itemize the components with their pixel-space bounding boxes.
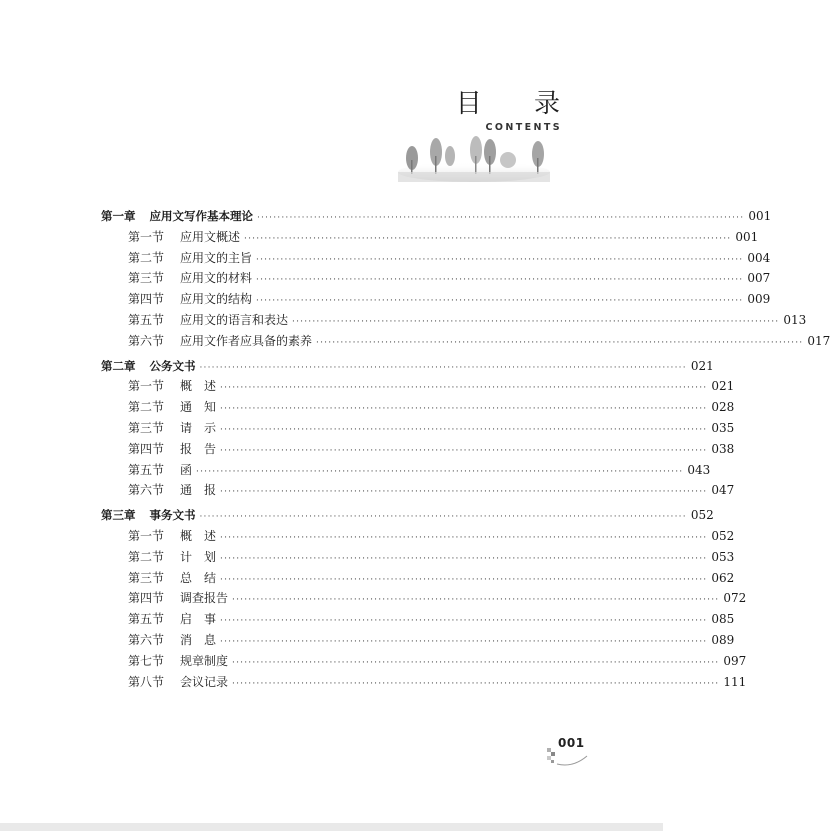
tree-landscape-illustration [398,128,550,182]
section-title: 应用文作者应具备的素养 [180,333,313,348]
page-bottom-band [0,823,663,831]
section-number: 第一节 [128,528,165,543]
toc-section-row[interactable] [101,227,759,248]
toc-section-row[interactable] [101,526,735,547]
page-ref: 085 [711,612,735,627]
dot-leader: ························································································································ [232,657,720,668]
toc-section-row[interactable] [101,568,735,589]
page-ref: 021 [690,358,714,373]
section-number: 第四节 [128,591,165,606]
page-ref: 013 [783,312,807,327]
section-number: 第五节 [128,312,165,327]
section-title: 应用文的语言和表达 [180,312,289,327]
dot-leader: ························································································································ [220,404,708,415]
page-ref: 052 [711,528,735,543]
section-title: 调查报告 [180,591,229,606]
page-ref: 038 [711,441,735,456]
toc-section-row[interactable] [101,418,735,439]
section-number: 第五节 [128,612,165,627]
dot-leader: ························································································································ [220,553,708,564]
section-title: 计 划 [180,549,217,564]
toc-section-row[interactable] [101,439,735,460]
section-number: 第五节 [128,462,165,477]
page-ref: 028 [711,400,735,415]
section-title: 应用文的结构 [180,292,253,307]
section-title: 请 示 [180,420,217,435]
dot-leader: ························································································································ [232,595,720,606]
page-title: 目 录 [455,89,582,119]
page-ref: 001 [735,229,759,244]
section-title: 规章制度 [180,653,229,668]
section-number: 第三节 [128,420,165,435]
dot-leader: ························································································································ [220,487,708,498]
dot-leader: ························································································································ [220,532,708,543]
dot-leader: ························································································································ [220,574,708,585]
section-title: 总 结 [180,570,217,585]
toc-section-row[interactable] [101,480,735,501]
section-number: 第一节 [128,379,165,394]
chapter-title: 事务文书 [149,508,196,523]
page-subtitle: CONTENTS [485,122,562,133]
page-ref: 111 [723,674,747,689]
page-ref: 021 [711,379,735,394]
dot-leader: ························································································································ [199,362,687,373]
toc-section-row[interactable] [101,310,807,331]
section-title: 应用文概述 [180,229,241,244]
section-title: 启 事 [180,612,217,627]
section-number: 第七节 [128,653,165,668]
dot-leader: ························································································································ [256,254,744,265]
section-number: 第三节 [128,271,165,286]
toc-section-row[interactable] [101,672,747,693]
toc-chapter-row[interactable] [101,206,772,227]
page-ref: 072 [723,591,747,606]
dot-leader: ························································································································ [232,678,720,689]
section-title: 报 告 [180,441,217,456]
section-title: 应用文的主旨 [180,250,253,265]
dot-leader: ························································································································ [199,512,687,523]
page-ref: 007 [747,271,771,286]
dot-leader: ························································································································ [220,383,708,394]
dot-leader: ························································································································ [220,616,708,627]
chapter-number: 第三章 [101,508,136,523]
page-ref: 053 [711,549,735,564]
toc-section-row[interactable] [101,376,735,397]
section-title: 消 息 [180,632,217,647]
page-ref: 062 [711,570,735,585]
toc-section-row[interactable] [101,609,735,630]
section-number: 第四节 [128,292,165,307]
dot-leader: ························································································································ [220,636,708,647]
page-ref: 043 [687,462,711,477]
toc-section-row[interactable] [101,268,771,289]
page-ref: 097 [723,653,747,668]
dot-leader: ························································································································ [220,424,708,435]
toc-header [440,88,582,133]
page-ref: 004 [747,250,771,265]
chapter-number: 第二章 [101,358,136,373]
dot-leader: ························································································································ [257,213,745,223]
section-title: 通 知 [180,400,217,415]
table-of-contents [101,206,830,692]
section-title: 应用文的材料 [180,271,253,286]
dot-leader: ························································································································ [196,466,684,477]
section-title: 概 述 [180,379,217,394]
dot-leader: ························································································································ [256,296,744,307]
section-number: 第一节 [128,229,165,244]
section-title: 通 报 [180,483,217,498]
section-title: 概 述 [180,528,217,543]
chapter-number: 第一章 [101,209,136,223]
dot-leader: ························································································································ [220,445,708,456]
section-number: 第四节 [128,441,165,456]
page-number: 001 [558,736,585,750]
section-number: 第六节 [128,333,165,348]
chapter-title: 应用文写作基本理论 [149,209,253,223]
toc-section-row[interactable] [101,547,735,568]
section-number: 第二节 [128,250,165,265]
toc-chapter-row[interactable] [101,505,714,526]
dot-leader: ························································································································ [316,337,804,348]
section-title: 会议记录 [180,674,229,689]
section-number: 第八节 [128,674,165,689]
section-number: 第三节 [128,570,165,585]
dot-leader: ························································································································ [256,275,744,286]
toc-section-row[interactable] [101,588,747,609]
page-ref: 047 [711,483,735,498]
toc-chapter-row[interactable] [101,356,714,377]
toc-section-row[interactable] [101,331,830,352]
chapter-title: 公务文书 [149,358,196,373]
section-title: 函 [180,462,193,477]
dot-leader: ························································································································ [292,316,780,327]
section-number: 第六节 [128,632,165,647]
page-ref: 052 [690,508,714,523]
toc-section-row[interactable] [101,248,771,269]
page-ref: 035 [711,420,735,435]
section-number: 第六节 [128,483,165,498]
section-number: 第二节 [128,400,165,415]
dot-leader: ························································································································ [244,233,732,244]
toc-section-row[interactable] [101,397,735,418]
page-ref: 017 [807,333,830,348]
toc-section-row[interactable] [101,651,747,672]
section-number: 第二节 [128,549,165,564]
page-ref: 089 [711,632,735,647]
toc-section-row[interactable] [101,460,711,481]
page-ref: 009 [747,292,771,307]
toc-section-row[interactable] [101,630,735,651]
page-ref: 001 [748,209,772,223]
toc-section-row[interactable] [101,289,771,310]
